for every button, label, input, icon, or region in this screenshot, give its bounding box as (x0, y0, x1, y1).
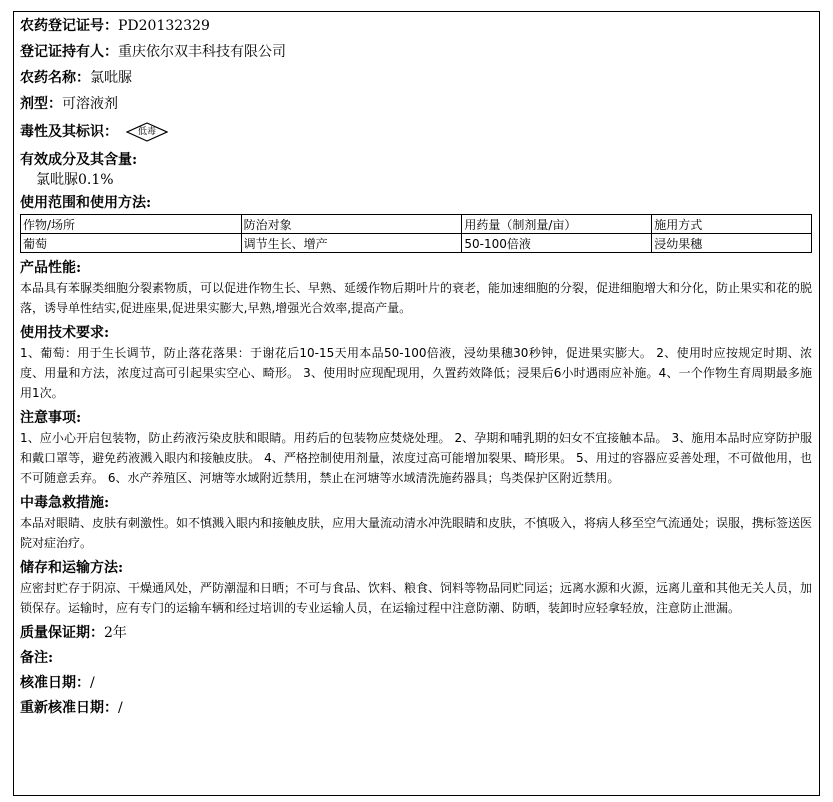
reg-no-label: 农药登记证号： (20, 18, 118, 34)
toxicity-label: 毒性及其标识： (20, 124, 118, 140)
toxicity-badge-text: 低毒 (137, 127, 156, 137)
usage-label: 使用范围和使用方法: (20, 195, 152, 211)
ingredient-label: 有效成分及其含量: (20, 152, 138, 168)
technique-row (20, 323, 812, 343)
holder-row (20, 42, 812, 62)
formulation-label: 剂型： (20, 96, 62, 112)
toxicity-badge (126, 122, 168, 142)
usage-header-target: 防治对象 (241, 215, 462, 234)
storage-row (20, 558, 812, 578)
first-aid-label: 中毒急救措施: (20, 495, 110, 511)
ingredient-value-row (20, 170, 812, 190)
technique-label: 使用技术要求: (20, 325, 110, 341)
formulation-value: 可溶液剂 (62, 96, 118, 112)
usage-cell-method: 浸幼果穗 (652, 234, 812, 253)
name-row (20, 68, 812, 88)
ingredient-row (20, 150, 812, 170)
warranty-row (20, 623, 812, 643)
storage-text: 应密封贮存于阴凉、干燥通风处，严防潮湿和日晒；不可与食品、饮料、粮食、饲料等物品同贮同运；远离水源和火源，远离儿童和其他无关人员，加锁保存。运输时，应有专门的运输车辆和经过培训的专业运输人员，在运输过程中注意防潮、防晒，装卸时应轻拿轻放，注意防止泄漏。 (20, 581, 813, 615)
usage-header-method: 施用方式 (652, 215, 812, 234)
warranty-value: 2年 (104, 625, 127, 641)
usage-cell-crop: 葡萄 (21, 234, 242, 253)
usage-table (20, 214, 812, 253)
approval-date-label: 核准日期： (20, 675, 90, 691)
performance-text: 本品具有苯脲类细胞分裂素物质，可以促进作物生长、早熟、延缓作物后期叶片的衰老，能加速细胞的分裂，促进细胞增大和分化，防止果实和花的脱落，诱导单性结实,促进座果,促进果实膨大,早熟,增强光合效率,提高产量。 (20, 281, 813, 315)
usage-header-dosage: 用药量（制剂量/亩） (462, 215, 652, 234)
name-value: 氯吡脲 (90, 70, 132, 86)
reg-no-row (20, 16, 812, 36)
holder-value: 重庆依尔双丰科技有限公司 (118, 44, 286, 60)
first-aid-text: 本品对眼睛、皮肤有刺激性。如不慎溅入眼内和接触皮肤，应用大量流动清水冲洗眼睛和皮肤，不慎吸入，将病人移至空气流通处；误服，携标签送医院对症治疗。 (20, 516, 813, 550)
performance-row (20, 258, 812, 278)
technique-text: 1、葡萄：用于生长调节，防止落花落果：于谢花后10-15天用本品50-100倍液，浸幼果穗30秒钟，促进果实膨大。 2、使用时应按规定时期、浓度、用量和方法，浓度过高可引起果实空心、畸形。 3、使用时应现配现用，久置药效降低；浸果后6小时遇雨应补施。4、一个作物生育周期最多施用1次。 (20, 346, 812, 400)
approval-date-value: / (90, 675, 95, 691)
storage-label: 储存和运输方法: (20, 560, 124, 576)
table-row (21, 234, 812, 253)
formulation-row (20, 94, 812, 114)
first-aid-row (20, 493, 812, 513)
usage-row (20, 193, 812, 213)
ingredient-value: 氯吡脲0.1% (36, 172, 114, 188)
cautions-label: 注意事项: (20, 410, 82, 426)
usage-cell-target: 调节生长、增产 (241, 234, 462, 253)
usage-cell-dosage: 50-100倍液 (462, 234, 652, 253)
reg-no-value: PD20132329 (118, 18, 210, 34)
name-label: 农药名称： (20, 70, 90, 86)
usage-table-header (21, 215, 812, 234)
cautions-row (20, 408, 812, 428)
toxicity-row (20, 118, 812, 146)
remarks-label: 备注: (20, 650, 54, 666)
performance-label: 产品性能: (20, 260, 82, 276)
reapproval-date-value: / (118, 700, 123, 716)
reapproval-date-label: 重新核准日期： (20, 700, 118, 716)
usage-header-crop: 作物/场所 (21, 215, 242, 234)
label-document (20, 16, 812, 718)
remarks-row (20, 648, 812, 668)
cautions-text: 1、应小心开启包装物，防止药液污染皮肤和眼睛。用药后的包装物应焚烧处理。 2、孕期和哺乳期的妇女不宜接触本品。 3、施用本品时应穿防护服和戴口罩等，避免药液溅入眼内和接触皮肤。 4、严格控制使用剂量，浓度过高可能增加裂果、畸形果。 5、用过的容器应妥善处理，不可做他用，也不可随意丢弃。 6、水产养殖区、河塘等水域附近禁用，禁止在河塘等水域清洗施药器具；鸟类保护区附近禁用。 (20, 431, 812, 485)
reapproval-date-row (20, 698, 812, 718)
warranty-label: 质量保证期： (20, 625, 104, 641)
approval-date-row (20, 673, 812, 693)
holder-label: 登记证持有人： (20, 44, 118, 60)
